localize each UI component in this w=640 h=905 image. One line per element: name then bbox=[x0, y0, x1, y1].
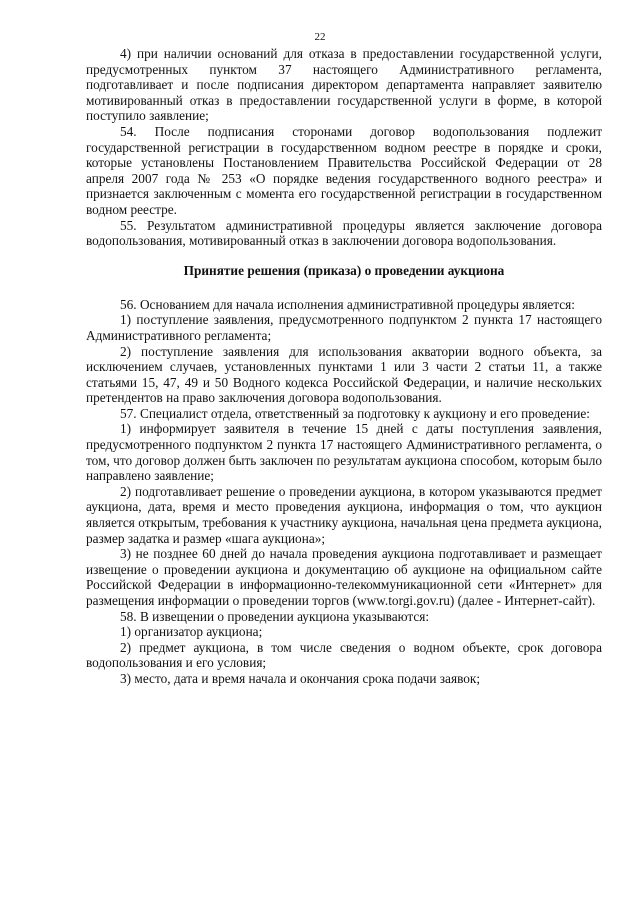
paragraph-55: 55. Результатом административной процедуры является заключение договора водопользования, мотивированный отказ в заключении договора водопользования. bbox=[86, 217, 602, 249]
page-number: 22 bbox=[314, 31, 326, 43]
section-heading: Принятие решения (приказа) о проведении аукциона bbox=[183, 262, 505, 278]
paragraph-57-item-1: 1) информирует заявителя в течение 15 дней с даты поступления заявления, предусмотренного подпунктом 2 пункта 17 настоящего Административного регламента, о том, что договор должен быть заключен по результатам аукциона способом, которым было направлено заявление; bbox=[86, 421, 602, 484]
paragraph-item-4: 4) при наличии оснований для отказа в предоставлении государственной услуги, предусмотренных пунктом 37 настоящего Административного регламента, подготавливает и после подписания директором департамента направляет заявителю мотивированный отказ в предоставлении государственной услуги в форме, в которой поступило заявление; bbox=[86, 46, 602, 124]
paragraph-56-item-1: 1) поступление заявления, предусмотренного подпунктом 2 пункта 17 настоящего Административного регламента; bbox=[86, 312, 602, 343]
paragraph-54: 54. После подписания сторонами договор водопользования подлежит государственной регистрации в государственном водном реестре в порядке и сроки, которые установлены Постановлением Правительства Российской Федерации от 28 апреля 2007 года № 253 «О порядке ведения государственного водного реестра» и признается заключенным с момента его государственной регистрации в государственном водном реестре. bbox=[86, 123, 602, 217]
document-body bbox=[86, 46, 602, 687]
paragraph-57: 57. Специалист отдела, ответственный за подготовку к аукциону и его проведение: bbox=[120, 405, 590, 421]
paragraph-58-item-1: 1) организатор аукциона; bbox=[120, 624, 263, 640]
paragraph-56-item-2: 2) поступление заявления для использования акватории водного объекта, за исключением случаев, установленных пунктами 1 или 3 части 2 статьи 11, а также статьями 15, 47, 49 и 50 Водного кодекса Российской Федерации, и наличие нескольких претендентов на право заключения договора водопользования. bbox=[86, 343, 602, 406]
paragraph-56: 56. Основанием для начала исполнения административной процедуры является: bbox=[120, 296, 575, 312]
paragraph-57-item-2: 2) подготавливает решение о проведении аукциона, в котором указываются предмет аукциона, дата, время и место проведения аукциона, информация о том, что аукцион является открытым, требования к участнику аукциона, начальная цена предмета аукциона, размер задатка и размер «шага аукциона»; bbox=[86, 483, 602, 546]
paragraph-57-item-3: 3) не позднее 60 дней до начала проведения аукциона подготавливает и размещает извещение о проведении аукциона и документацию об аукционе на официальном сайте Российской Федерации в информационно-телекоммуникационной сети «Интернет» для размещения информации о проведении торгов (www.torgi.gov.ru) (далее - Интернет-сайт). bbox=[86, 546, 602, 608]
paragraph-58-item-3: 3) место, дата и время начала и окончания срока подачи заявок; bbox=[120, 670, 481, 686]
paragraph-58-item-2: 2) предмет аукциона, в том числе сведения о водном объекте, срок договора водопользования и его условия; bbox=[86, 639, 602, 671]
paragraph-58: 58. В извещении о проведении аукциона указываются: bbox=[120, 608, 430, 624]
